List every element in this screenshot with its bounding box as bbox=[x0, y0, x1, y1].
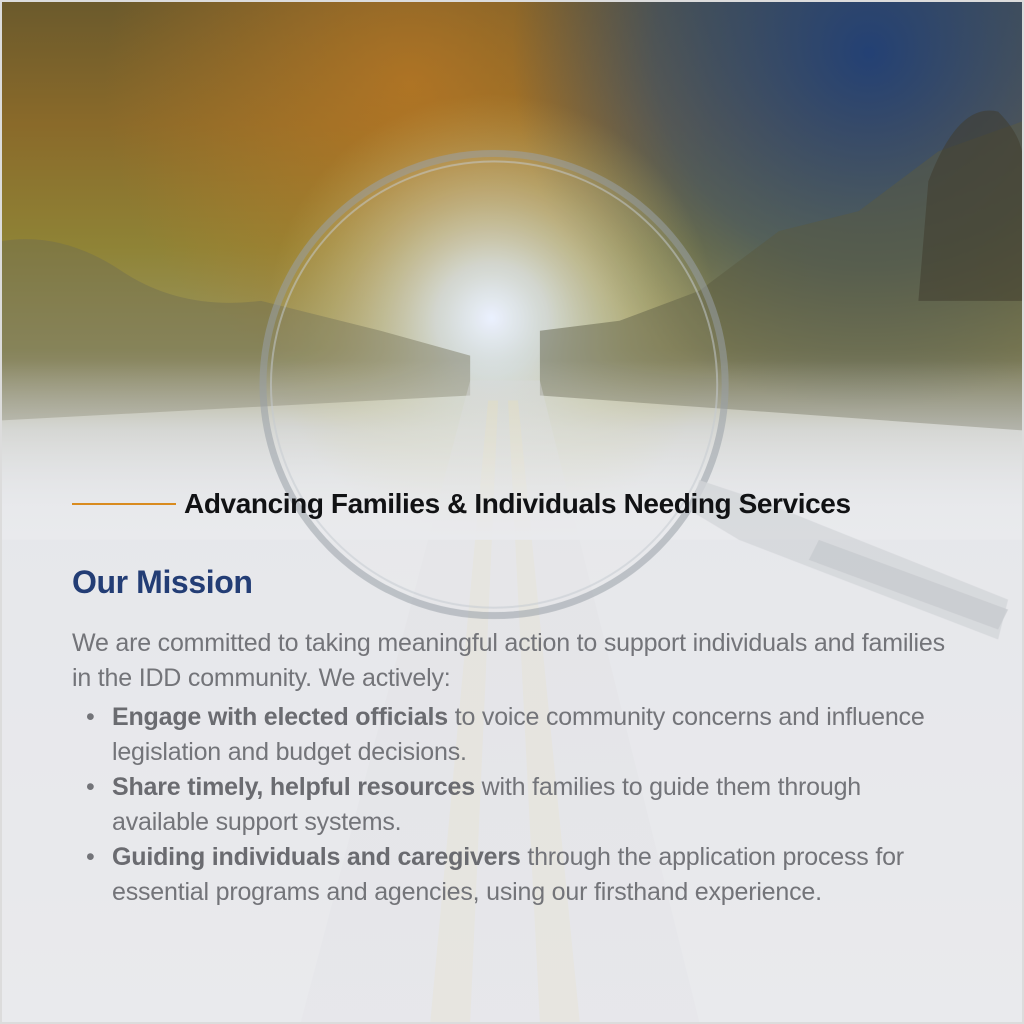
list-item bbox=[72, 700, 952, 770]
list-item-text: to voice community concerns and influence legislation and budget decisions. bbox=[112, 703, 925, 766]
tagline-accent-rule bbox=[72, 503, 176, 505]
list-item-text: with families to guide them through available support systems. bbox=[112, 773, 861, 836]
mission-list bbox=[72, 700, 952, 910]
mission-content bbox=[72, 482, 972, 910]
list-item bbox=[72, 840, 952, 910]
list-item bbox=[72, 770, 952, 840]
mission-intro: We are committed to taking meaningful action to support individuals and families in the IDD community. We actively: bbox=[72, 629, 945, 692]
list-item-bold: Engage with elected officials bbox=[112, 703, 448, 731]
tagline-row bbox=[72, 482, 972, 526]
mission-heading: Our Mission bbox=[72, 564, 253, 600]
list-item-text: through the application process for essential programs and agencies, using our firsthand experience. bbox=[112, 843, 904, 906]
tagline: Advancing Families & Individuals Needing Services bbox=[184, 488, 851, 519]
list-item-bold: Share timely, helpful resources bbox=[112, 773, 475, 801]
list-item-bold: Guiding individuals and caregivers bbox=[112, 843, 521, 871]
